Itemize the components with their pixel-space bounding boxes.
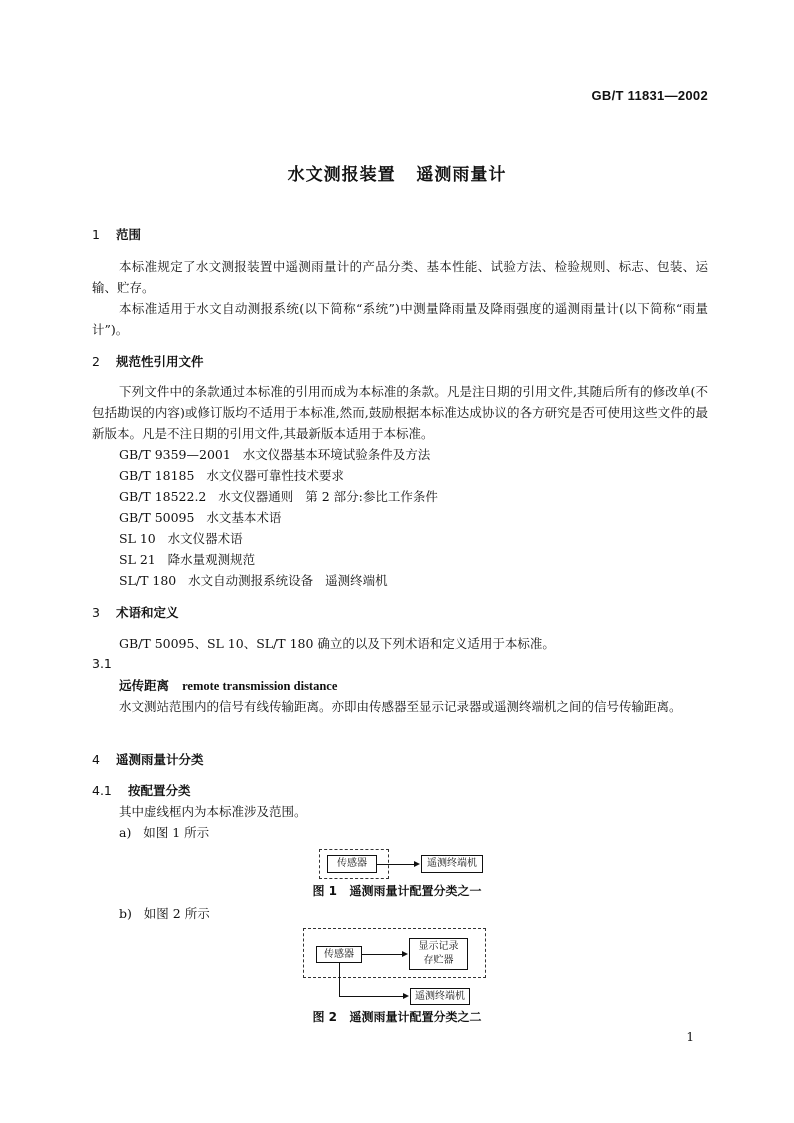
section-title: 范围 xyxy=(116,227,142,242)
term-definition: 水文测站范围内的信号有线传输距离。亦即由传感器至显示记录器或遥测终端机之间的信号传输距离。 xyxy=(119,699,682,714)
connector-line xyxy=(377,864,415,865)
section-number: 2 xyxy=(92,354,100,369)
term-english: remote transmission distance xyxy=(182,679,338,693)
section-2-heading xyxy=(92,352,204,370)
section-title: 术语和定义 xyxy=(116,605,179,620)
list-item-a: a) 如图 1 所示 xyxy=(119,825,210,840)
section-title: 规范性引用文件 xyxy=(116,354,204,369)
reference-item: GB/T 18185 水文仪器可靠性技术要求 xyxy=(119,468,344,483)
figure-2-caption: 图 2 遥测雨量计配置分类之二 xyxy=(312,1010,482,1024)
section-1-paragraph-1: 本标准规定了水文测报装置中遥测雨量计的产品分类、基本性能、试验方法、检验规则、标志、包装、运输、贮存。 xyxy=(92,259,708,295)
figure-1-caption: 图 1 遥测雨量计配置分类之一 xyxy=(312,884,482,898)
reference-item: SL 21 降水量观测规范 xyxy=(119,552,256,567)
section-1-paragraph-2: 本标准适用于水文自动测报系统(以下简称“系统”)中测量降雨量及降雨强度的遥测雨量计(以下简称“雨量计”)。 xyxy=(92,301,708,337)
recorder-box xyxy=(409,938,468,970)
term-heading xyxy=(119,675,337,697)
section-1-heading xyxy=(92,225,141,243)
terminal-box: 遥测终端机 xyxy=(410,988,470,1005)
term-number: 3.1 xyxy=(92,656,112,671)
connector-line xyxy=(339,963,340,996)
reference-item: GB/T 50095 水文基本术语 xyxy=(119,510,282,525)
section-4-heading xyxy=(92,750,204,768)
section-3-intro: GB/T 50095、SL 10、SL/T 180 确立的以及下列术语和定义适用于本标准。 xyxy=(119,636,555,651)
section-2-intro: 下列文件中的条款通过本标准的引用而成为本标准的条款。凡是注日期的引用文件,其随后所有的修改单(不包括勘误的内容)或修订版均不适用于本标准,然而,鼓励根据本标准达成协议的各方研究是否可使用这些文件的最新版本。凡是不注日期的引用文件,其最新版本适用于本标准。 xyxy=(92,384,708,441)
section-number: 1 xyxy=(92,227,100,242)
connector-line xyxy=(339,996,403,997)
recorder-label-line-2: 存贮器 xyxy=(423,955,454,966)
sensor-box: 传感器 xyxy=(327,855,377,873)
standard-code: GB/T 11831—2002 xyxy=(591,88,708,103)
list-item-b: b) 如图 2 所示 xyxy=(119,906,210,921)
sensor-box: 传感器 xyxy=(316,946,362,963)
terminal-box: 遥测终端机 xyxy=(421,855,483,873)
subsection-number: 4.1 xyxy=(92,783,112,798)
arrow-head-icon xyxy=(414,861,420,867)
document-title: 水文测报装置 遥测雨量计 xyxy=(287,165,507,185)
connector-line xyxy=(362,954,402,955)
reference-item: SL/T 180 水文自动测报系统设备 遥测终端机 xyxy=(119,573,388,588)
recorder-label-line-1: 显示记录 xyxy=(418,941,459,952)
section-3-heading xyxy=(92,603,179,621)
subsection-intro: 其中虚线框内为本标准涉及范围。 xyxy=(119,804,307,819)
section-number: 4 xyxy=(92,752,100,767)
section-number: 3 xyxy=(92,605,100,620)
reference-item: GB/T 18522.2 水文仪器通则 第 2 部分:参比工作条件 xyxy=(119,489,438,504)
page-number: 1 xyxy=(686,1030,694,1044)
reference-item: SL 10 水文仪器术语 xyxy=(119,531,243,546)
section-title: 遥测雨量计分类 xyxy=(116,752,204,767)
arrow-head-icon xyxy=(402,951,408,957)
subsection-4-1-heading xyxy=(92,781,191,799)
term-chinese: 远传距离 xyxy=(119,678,170,693)
arrow-head-icon xyxy=(403,993,409,999)
reference-item: GB/T 9359—2001 水文仪器基本环境试验条件及方法 xyxy=(119,447,431,462)
subsection-title: 按配置分类 xyxy=(128,783,191,798)
